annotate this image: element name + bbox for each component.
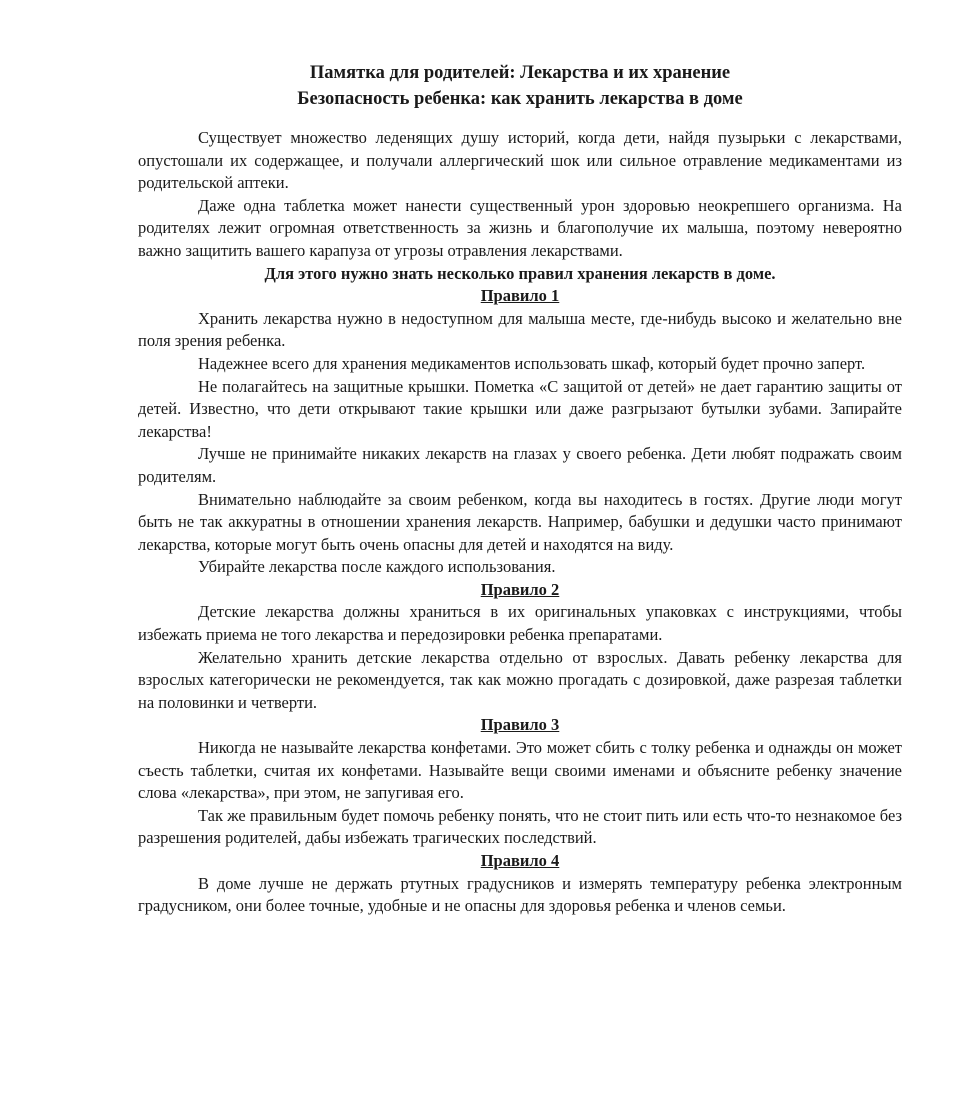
title-block [138, 60, 902, 112]
intro-paragraph: Существует множество леденящих душу историй, когда дети, найдя пузырьки с лекарствами, опустошали их содержащее, и получали аллергический шок или сильное отравление медикаментами из родительской аптеки. [138, 128, 902, 193]
rule-heading: Правило 1 [480, 286, 560, 306]
rule-paragraph: Детские лекарства должны храниться в их оригинальных упаковках с инструкциями, чтобы избежать приема не того лекарства и передозировки ребенка препаратами. [138, 602, 902, 645]
rule-paragraph: Не полагайтесь на защитные крышки. Пометка «С защитой от детей» не дает гарантию защиты от детей. Известно, что дети открывают такие крышки или даже разгрызают бутылки зубами. Запирайте лекарства! [138, 376, 902, 441]
rule-heading: Правило 2 [480, 579, 560, 599]
rule-paragraph: Внимательно наблюдайте за своим ребенком, когда вы находитесь в гостях. Другие люди могут быть не так аккуратны в отношении хранения лекарств. Например, бабушки и дедушки часто принимают лекарства, которые могут быть очень опасны для детей и находятся на виду. [138, 489, 902, 554]
rule-section-1 [138, 285, 902, 579]
intro-paragraph: Даже одна таблетка может нанести существенный урон здоровью неокрепшего организма. На родителях лежит огромная ответственность за жизнь и благополучие их малыша, поэтому невероятно важно защитить вашего карапуза от угрозы отравления лекарствами. [138, 195, 902, 260]
document-title: Памятка для родителей: Лекарства и их хранение [309, 63, 731, 83]
rule-paragraph: Убирайте лекарства после каждого использования. [198, 557, 556, 577]
rule-paragraph: Хранить лекарства нужно в недоступном для малыша месте, где-нибудь высоко и желательно вне поля зрения ребенка. [138, 308, 902, 351]
rule-section-4 [138, 850, 902, 918]
rule-heading: Правило 3 [480, 715, 560, 735]
rule-paragraph: Желательно хранить детские лекарства отдельно от взрослых. Давать ребенку лекарства для взрослых категорически не рекомендуется, так как можно прогадать с дозировкой, даже разрезая таблетки на половинки и четверти. [138, 647, 902, 712]
rule-heading: Правило 4 [480, 851, 560, 870]
rule-paragraph: Лучше не принимайте никаких лекарств на глазах у своего ребенка. Дети любят подражать своим родителям. [138, 444, 902, 486]
document-subtitle: Безопасность ребенка: как хранить лекарства в доме [297, 89, 743, 109]
document-page [138, 60, 902, 918]
rule-section-3 [138, 714, 902, 850]
rule-paragraph: Так же правильным будет помочь ребенку понять, что не стоит пить или есть что-то незнакомое без разрешения родителей, дабы избежать трагических последствий. [138, 805, 902, 848]
rule-paragraph: Никогда не называйте лекарства конфетами. Это может сбить с толку ребенка и однажды он может съесть таблетки, считая их конфетами. Называйте вещи своими именами и объясните ребенку значение слова «лекарства», при этом, не запугивая его. [138, 738, 902, 803]
rule-paragraph: Надежнее всего для хранения медикаментов использовать шкаф, который будет прочно заперт. [198, 353, 866, 373]
rules-intro-heading: Для этого нужно знать несколько правил хранения лекарств в доме. [264, 263, 776, 283]
rule-paragraph: В доме лучше не держать ртутных градусников и измерять температуру ребенка электронным градусником, они более точные, удобные и не опасны для здоровья ребенка и членов семьи. [138, 873, 902, 916]
rule-section-2 [138, 579, 902, 715]
